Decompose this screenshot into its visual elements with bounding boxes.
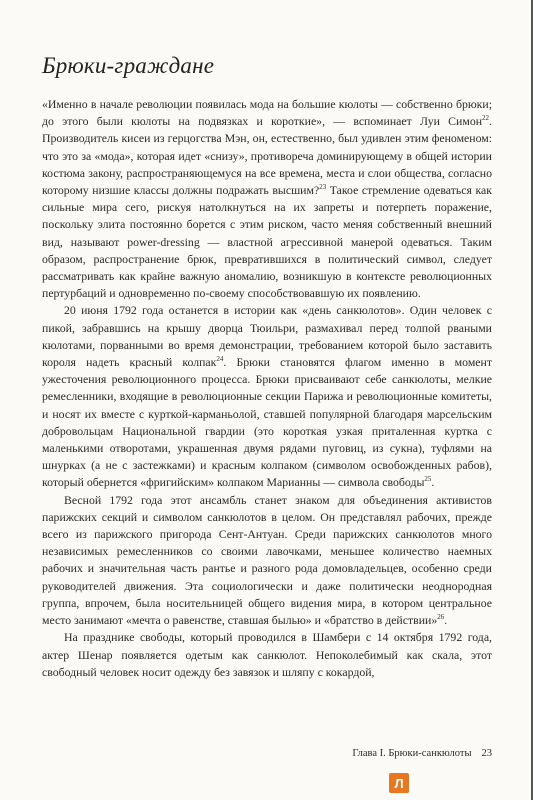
labirint-logo-icon: Л <box>389 773 409 793</box>
page-number: 23 <box>481 748 492 759</box>
footnote-marker[interactable]: 25 <box>424 475 432 484</box>
section-title: Брюки-граждане <box>42 53 215 78</box>
paragraph-text: Весной 1792 года этот ансамбль станет знаком для объединения активистов парижских секций и символом санкюлотов в целом. Он представлял рабочих, прежде всего из парижского пригорода Сент-Антуан. Среди парижских санкюлотов много независимых ремесленников со своими лавочками, меньшее количество наемных рабочих и значительная часть рантье и разного рода домовладельцев, особенно среди руководителей движения. Эта социологически и даже политически неоднородная группа, впрочем, была носительницей общего видения мира, в котором центральное место занимают «мечта о равенстве, ставшая былью» и «братство в действии» <box>42 492 492 628</box>
footnote-marker[interactable]: 22 <box>482 114 490 123</box>
paragraph-text: . <box>444 613 448 628</box>
footnote-marker[interactable]: 23 <box>319 183 327 192</box>
paragraph-text: На празднике свободы, который проводился в Шамбери с 14 октября 1792 года, актер Шенар появляется одетым как санкюлот. Непоколебимый как скала, этот свободный человек носит одежду без завязок и шляпу с кокардой, <box>42 630 492 679</box>
paragraph-text: . Производитель кисеи из герцогства Мэн, он, естественно, был удивлен этим феноменом: что это за «мода», которая идет «снизу», противореча доминирующему в общей истории костюма закону, распространяющемуся на все времена, места и слои общества, согласно которому низшие классы должны подражать высшим? <box>42 114 492 198</box>
paragraph-text: Такое стремление одеваться как сильные мира сего, рискуя натолкнуться на их запреты и потерпеть поражение, поскольку элита постоянно борется с этим риском, часто меняя собственный внешний вид, называют power-dressing — властной агрессивной манерой одеваться. Таким образом, распространение брюк, превратившихся в политический символ, следует рассматривать как крайне важную аномалию, возникшую в контексте революционных пертурбаций и одновременно по-своему способствовавшую их появлению. <box>42 183 492 301</box>
body-text <box>42 96 492 681</box>
paragraph <box>42 629 492 681</box>
paragraph <box>42 96 492 302</box>
paragraph-text: «Именно в начале революции появилась мода на большие кюлоты — собственно брюки; до этого были кюлоты на подвязках и короткие», — вспоминает Луи Симон <box>42 97 492 129</box>
paragraph <box>42 302 492 491</box>
paragraph-text: . Брюки становятся флагом именно в момент ужесточения революционного процесса. Брюки присваивают себе санкюлоты, мелкие ремесленники, входящие в революционные секции Парижа и революционные комитеты, и носят их вместе с курткой-карманьолой, ставшей популярной благодаря марсельским добровольцам Национальной гвардии (это короткая узкая приталенная куртка с маленькими отворотами, украшенная двумя рядами пуговиц, из сукна), туфлями на шнурках (а не с застежками) и красным колпаком (символом освобожденных рабов), который обернется «фригийским» колпаком Марианны — символа свободы <box>42 355 492 490</box>
paragraph-text: . <box>431 475 435 490</box>
paragraph <box>42 492 492 630</box>
paragraph-text: 20 июня 1792 года останется в истории как «день санкюлотов». Один человек с пикой, забравшись на крышу дворца Тюильри, размахивал перед толпой рваными кюлотами, порванными во время демонстрации, требованием которой было заставить короля надеть красный колпак <box>42 303 492 370</box>
chapter-title: Глава I. Брюки-санкюлоты <box>352 748 472 759</box>
footnote-marker[interactable]: 24 <box>216 355 224 364</box>
running-footer <box>300 748 492 759</box>
footnote-marker[interactable]: 26 <box>437 613 445 622</box>
